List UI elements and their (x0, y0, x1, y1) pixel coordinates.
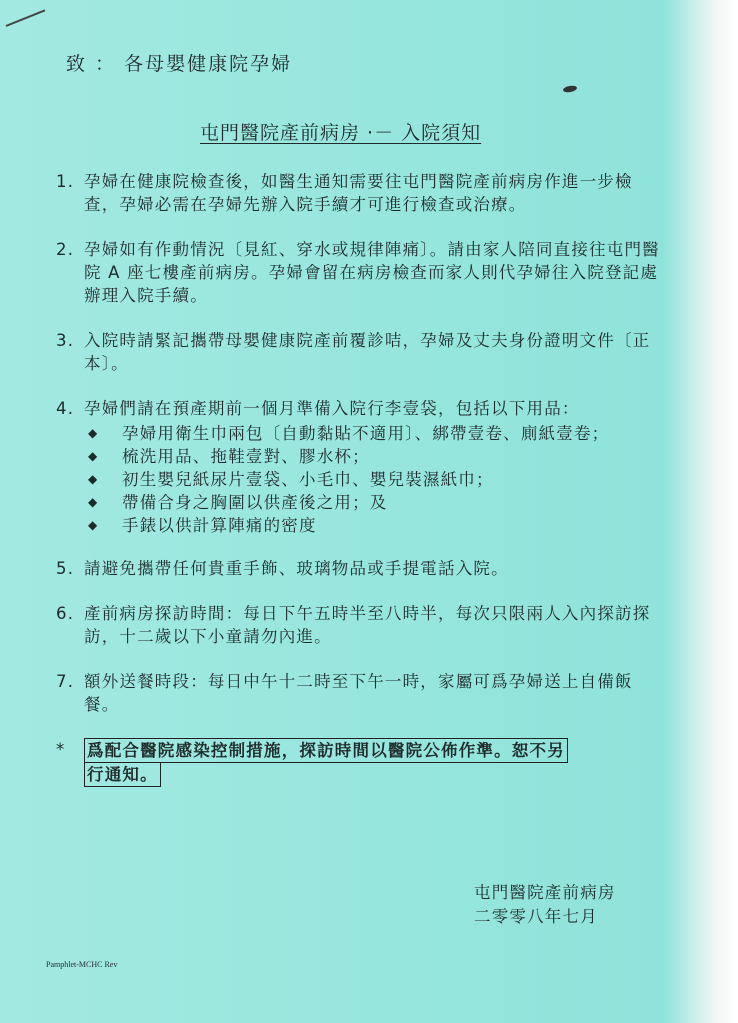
item-text: 孕婦們請在預產期前一個月準備入院行李壹袋，包括以下用品： (84, 399, 580, 418)
item-text: 請避免攜帶任何貴重手飾、玻璃物品或手提電話入院。 (84, 559, 509, 578)
packing-item: ◆ 手錶以供計算陣痛的密度 (84, 514, 664, 537)
addressee-line: 致 ： 各母嬰健康院孕婦 (66, 53, 293, 75)
list-item (56, 238, 676, 307)
item-number: 5. (56, 559, 75, 578)
item-number: 1. (56, 172, 75, 191)
list-item (56, 397, 676, 537)
item-number: 6. (56, 604, 75, 623)
item-text: 孕婦如有作動情況〔見紅、穿水或規律陣痛〕。請由家人陪同直接往屯門醫院 A 座七樓產前病房。孕婦會留在病房檢查而家人則代孕婦往入院登記處辦理入院手續。 (84, 240, 660, 305)
item-text: 孕婦在健康院檢查後，如醫生通知需要往屯門醫院產前病房作進一步檢查，孕婦必需在孕婦先辦入院手續才可進行檢查或治療。 (84, 172, 633, 214)
asterisk-mark: * (56, 740, 66, 759)
item-number: 3. (56, 331, 75, 350)
diamond-bullet-icon: ◆ (88, 426, 99, 440)
item-text: 產前病房探訪時間：每日下午五時半至八時半，每次只限兩人入內探訪探訪，十二歲以下小童請勿內進。 (84, 604, 651, 646)
packing-item: ◆ 梳洗用品、拖鞋壹對、膠水杯； (84, 445, 664, 468)
packing-item: ◆ 帶備合身之胸圍以供產後之用；及 (84, 491, 664, 514)
packing-item: ◆ 初生嬰兒紙尿片壹袋、小毛巾、嬰兒裝濕紙巾； (84, 468, 664, 491)
item-number: 7. (56, 672, 75, 691)
list-item (56, 329, 676, 375)
issue-date: 二零零八年七月 (474, 907, 598, 926)
diamond-bullet-icon: ◆ (88, 449, 99, 463)
signature-block (474, 881, 616, 929)
ink-spot (563, 85, 578, 93)
notice-list (56, 170, 676, 787)
department-name: 屯門醫院產前病房 (474, 883, 616, 902)
note-line: 爲配合醫院感染控制措施，探訪時間以醫院公佈作準。恕不另 (84, 738, 568, 763)
page-title: 屯門醫院產前病房 ·－ 入院須知 (200, 122, 482, 144)
item-text: 額外送餐時段：每日中午十二時至下午一時，家屬可爲孕婦送上自備飯餐。 (84, 672, 633, 714)
list-item (56, 670, 676, 716)
item-number: 2. (56, 240, 75, 259)
boxed-note (56, 738, 676, 787)
item-number: 4. (56, 399, 75, 418)
note-line: 行通知。 (84, 763, 161, 787)
diamond-bullet-icon: ◆ (88, 472, 99, 486)
list-item (56, 602, 676, 648)
packing-list (84, 422, 664, 537)
packing-item: ◆ 孕婦用衛生巾兩包〔自動黏貼不適用〕、綁帶壹卷、廁紙壹卷； (84, 422, 664, 445)
item-text: 入院時請緊記攜帶母嬰健康院產前覆診咭，孕婦及丈夫身份證明文件〔正本〕。 (84, 331, 651, 373)
diamond-bullet-icon: ◆ (88, 495, 99, 509)
footer-code: Pamphlet-MCHC Rev (46, 960, 118, 969)
diamond-bullet-icon: ◆ (88, 518, 99, 532)
list-item (56, 170, 676, 216)
pen-mark (6, 9, 46, 27)
list-item (56, 557, 676, 580)
